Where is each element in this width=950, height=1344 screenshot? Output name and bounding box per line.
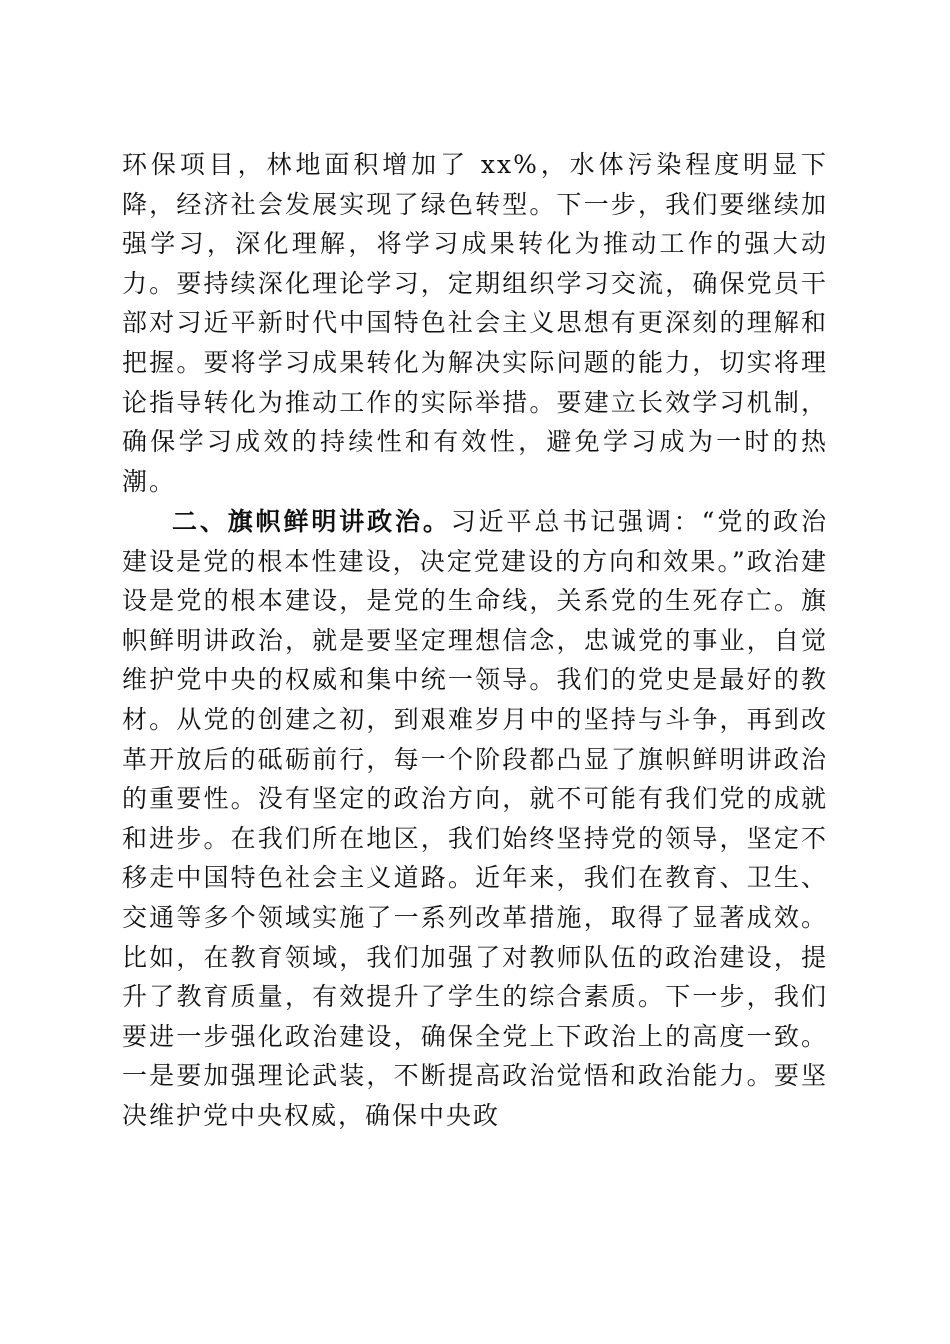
paragraph-politics [122,502,828,1136]
paragraph-politics-body: 习近平总书记强调：“党的政治建设是党的根本性建设，决定党建设的方向和效果。”政治建设是党的根本建设，是党的生命线，关系党的生死存亡。旗帜鲜明讲政治，就是要坚定理想信念，忠诚党的事业，自觉维护党中央的权威和集中统一领导。我们的党史是最好的教材。从党的创建之初，到艰难岁月中的坚持与斗争，再到改革开放后的砥砺前行，每一个阶段都凸显了旗帜鲜明讲政治的重要性。没有坚定的政治方向，就不可能有我们党的成就和进步。在我们所在地区，我们始终坚持党的领导，坚定不移走中国特色社会主义道路。近年来，我们在教育、卫生、交通等多个领域实施了一系列改革措施，取得了显著成效。比如，在教育领域，我们加强了对教师队伍的政治建设，提升了教育质量，有效提升了学生的综合素质。下一步，我们要进一步强化政治建设，确保全党上下政治上的高度一致。一是要加强理论武装，不断提高政治觉悟和政治能力。要坚决维护党中央权威，确保中央政 [122,507,828,1130]
section-heading-politics: 二、旗帜鲜明讲政治。 [172,507,451,536]
paragraph-ecology-and-study: 环保项目，林地面积增加了 xx%，水体污染程度明显下降，经济社会发展实现了绿色转型。下一步，我们要继续加强学习，深化理解，将学习成果转化为推动工作的强大动力。要持续深化理论学习，定期组织学习交流，确保党员干部对习近平新时代中国特色社会主义思想有更深刻的理解和把握。要将学习成果转化为解决实际问题的能力，切实将理论指导转化为推动工作的实际举措。要建立长效学习机制，确保学习成效的持续性和有效性，避免学习成为一时的热潮。 [122,150,828,496]
